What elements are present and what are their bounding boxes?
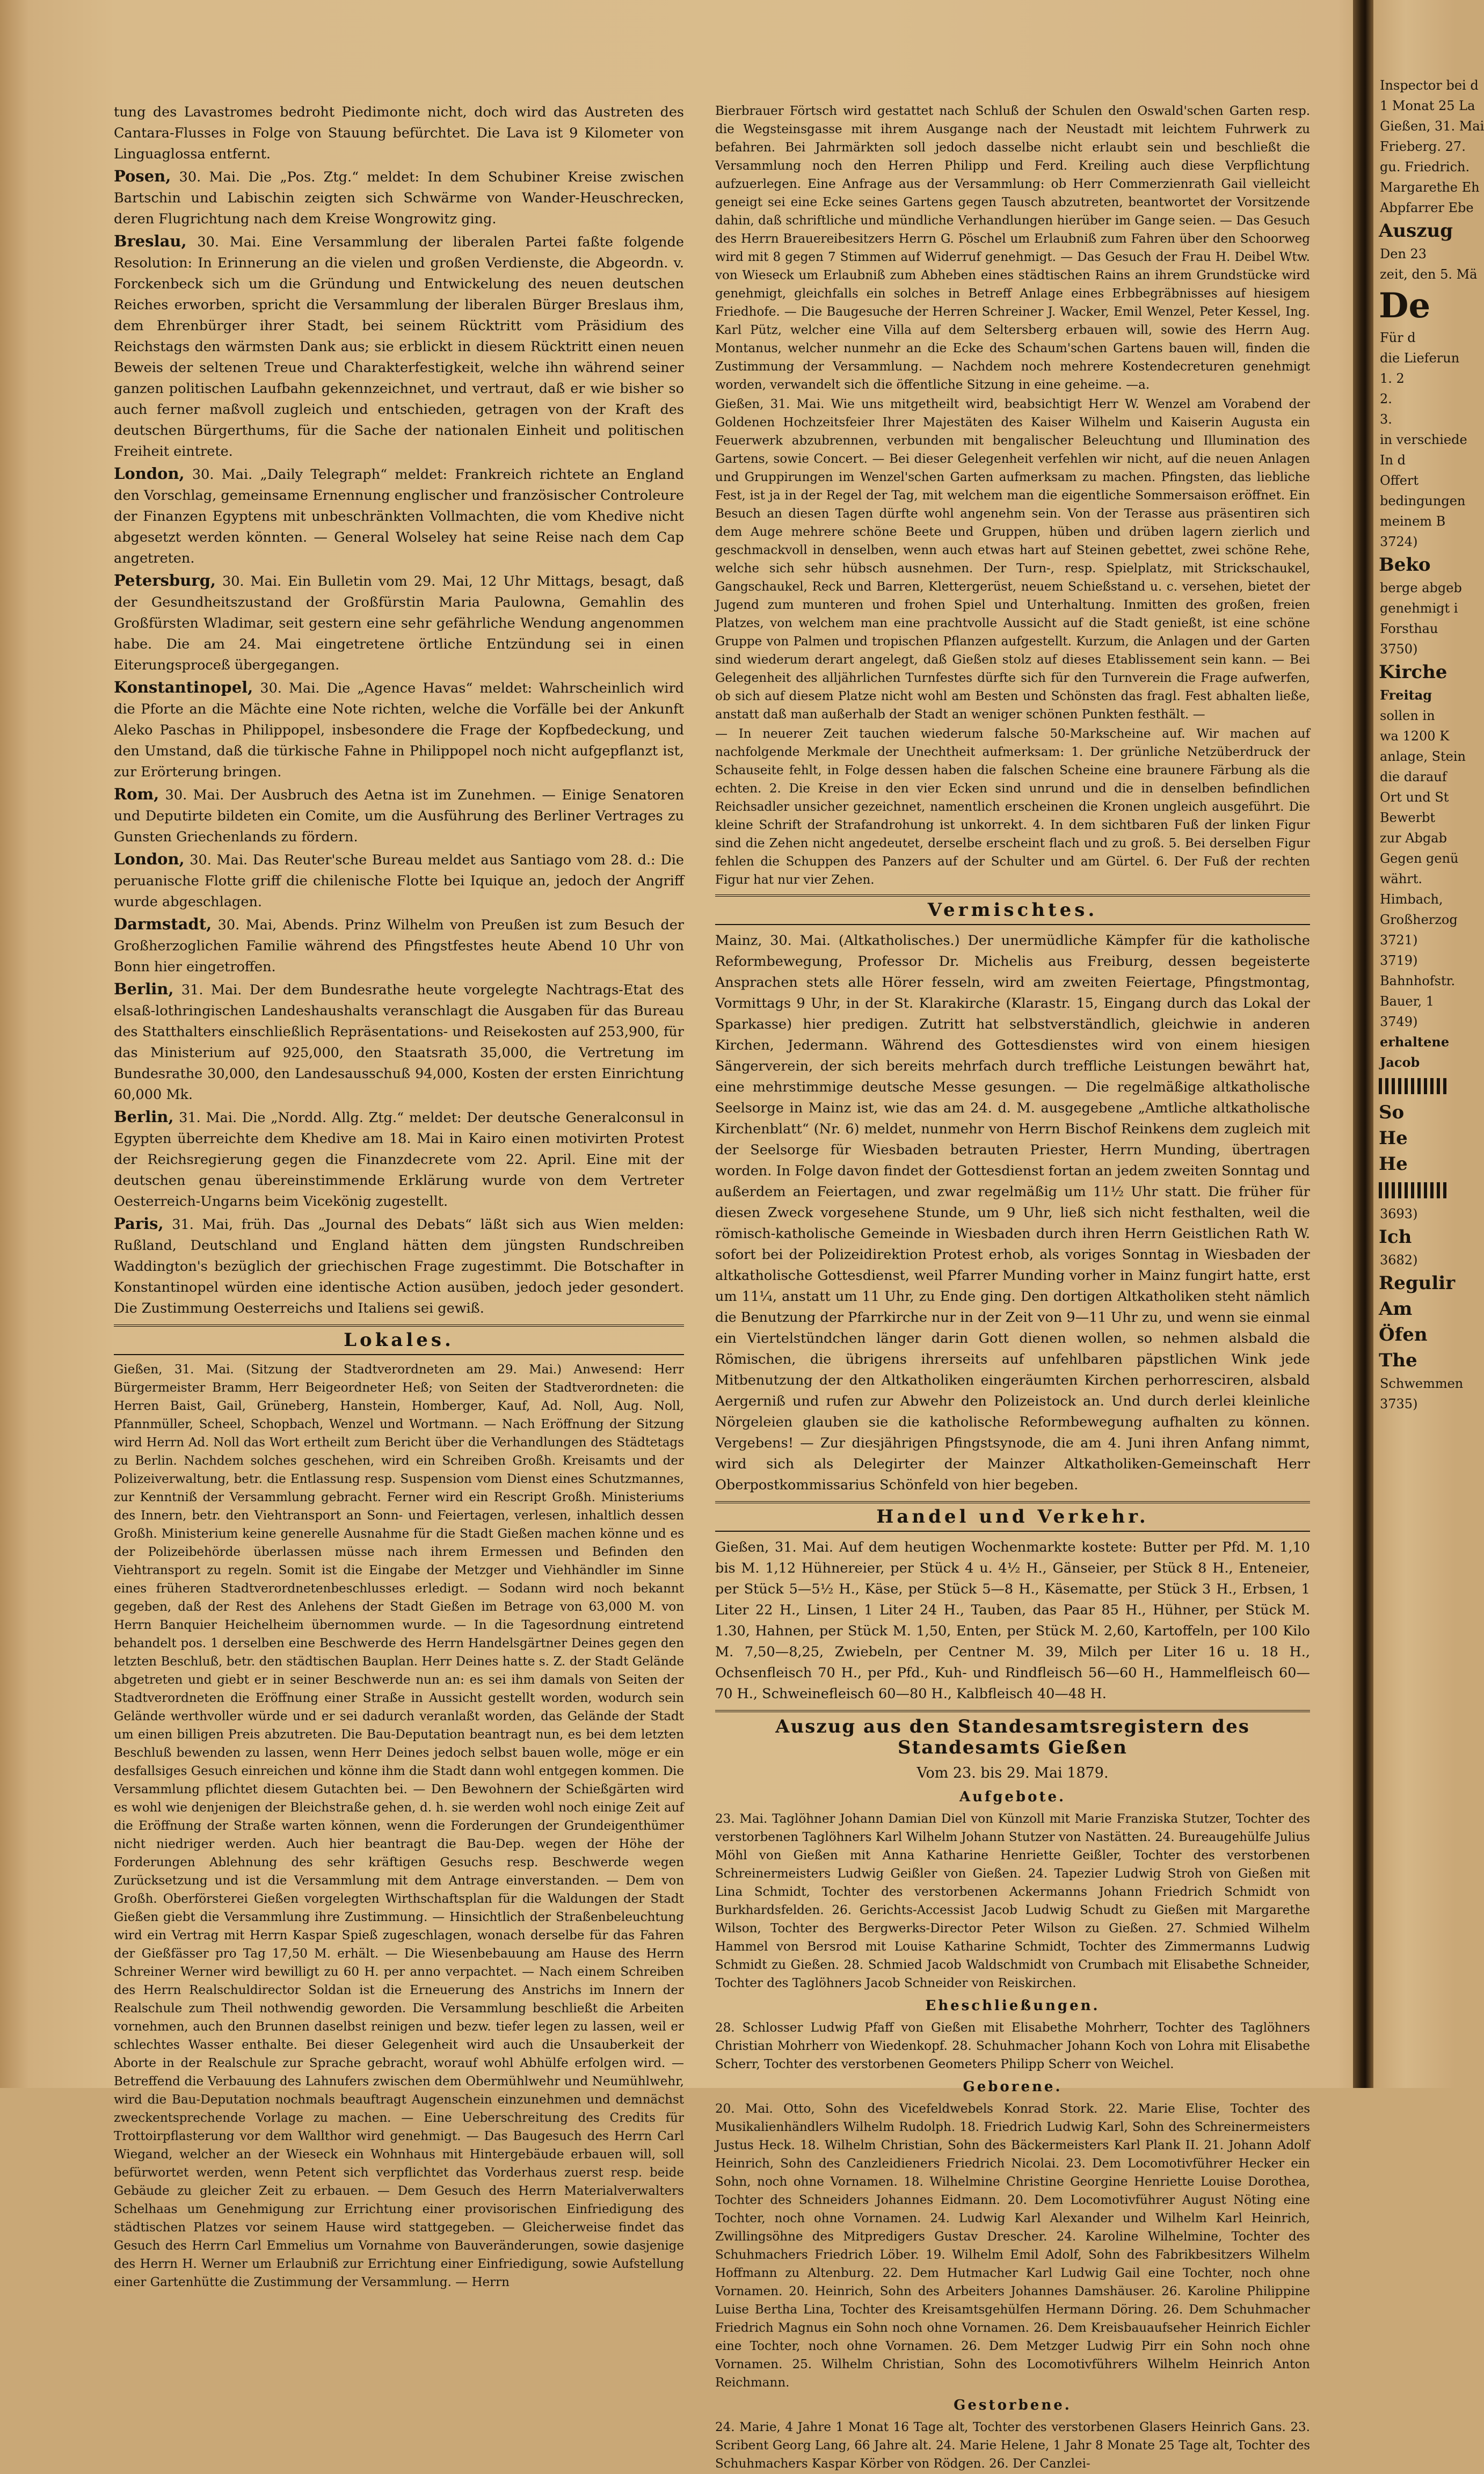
fragment: Himbach,	[1380, 892, 1443, 907]
article-darmstadt: Darmstadt, 30. Mai, Abends. Prinz Wilhelm von Preußen ist zum Besuch der Großherzoglichen Familie während des Pfingstfestes heute Abend 10 Uhr von Bonn hier eingetroffen.	[114, 915, 684, 975]
gestorbene-text: 24. Marie, 4 Jahre 1 Monat 16 Tage alt, Tochter des verstorbenen Glasers Heinrich Gans. 23. Scribent Georg Lang, 66 Jahre alt. 24. Marie Helene, 1 Jahr 8 Monate 25 Tage alt, Tochter des Schuhmachers Kaspar Körber von Rödgen. 26. Der Canzlei-	[715, 2420, 1310, 2471]
article-berlin-2: Berlin, 31. Mai. Die „Nordd. Allg. Ztg.“ meldet: Der deutsche Generalconsul in Egypten überreichte dem Khedive am 18. Mai in Kairo einen motivirten Protest der Reichsregierung gegen die Finanzdecrete vom 22. April. Eine mit der deutschen genau übereinstimmende Erklärung wurde von dem Vertreter Oesterreich-Ungarns beim Vicekönig zugestellt.	[114, 1108, 685, 1210]
fragment: Gegen genü	[1380, 851, 1459, 866]
fragment: anlage, Stein	[1380, 749, 1466, 764]
fragment: Ort und St	[1380, 790, 1449, 805]
eheschliessungen-heading: Eheschließungen.	[925, 1998, 1100, 2014]
eheschliessungen-text: 28. Schlosser Ludwig Pfaff von Gießen mit Elisabethe Mohrherr, Tochter des Taglöhners Christian Mohrherr von Wiedenkopf. 28. Schuhmacher Johann Koch von Lohra mit Elisabethe Scherr, Tochter des verstorbenen Geometers Philipp Scherr von Weichel.	[715, 2021, 1310, 2071]
fragment: währt.	[1380, 871, 1423, 886]
dateline: Petersburg,	[114, 571, 216, 590]
article-berlin-1: Berlin, 31. Mai. Der dem Bundesrathe heute vorgelegte Nachtrags-Etat des elsaß-lothringischen Landeshaushalts veranschlagt die Ausgaben für das Bureau des Statthalters einschließlich Repräsentations- und Reisekosten auf 253,900, für das Ministerium auf 925,000, den Staatsrath 35,000, die Vertretung im Bundesrathe 30,000, den Landesausschuß 94,000, Kosten der ersten Einrichtung 60,000 Mk.	[114, 980, 684, 1103]
fragment: Bewerbt	[1380, 810, 1436, 825]
vermischtes-heading: Vermischtes.	[715, 894, 1310, 925]
fragment: 1 Monat 25 La	[1380, 98, 1475, 113]
fragment: Bahnhofstr.	[1380, 973, 1456, 988]
fragment: bedingungen	[1380, 493, 1466, 508]
dateline: Darmstadt,	[114, 915, 212, 933]
standesamt-dates: Vom 23. bis 29. Mai 1879.	[916, 1765, 1109, 1781]
dateline: Paris,	[114, 1214, 164, 1233]
fragment: 3750)	[1380, 642, 1418, 657]
left-column	[114, 102, 684, 2293]
fragment: 3682)	[1380, 1253, 1418, 1268]
fragment: erhaltene	[1380, 1034, 1450, 1050]
vermischtes-text: Mainz, 30. Mai. (Altkatholisches.) Der unermüdliche Kämpfer für die katholische Reformbewegung, Professor Dr. Michelis aus Freiburg, dessen begeisterte Ansprachen stets alle Hörer fesseln, wird am zweiten Feiertage, Pfingstmontag, Vormittags 9 Uhr, in der St. Klarakirche (Klarastr. 15, Eingang durch das Lokal der Sparkasse) hier predigen. Zutritt hat selbstverständlich, gleichwie in anderen Kirchen, Jedermann. Während des Gottesdienstes wird von einem hiesigen Sängerverein, der sich bereits mehrfach durch treffliche Leistungen bewährt hat, eine mehrstimmige deutsche Messe gesungen. — Die regelmäßige altkatholische Seelsorge in Mainz ist, wie das am 24. d. M. ausgegebene „Amtliche altkatholische Kirchenblatt“ (Nr. 6) meldet, nunmehr von Herrn Bischof Reinkens dem zugleich mit der Seelsorge für Wiesbaden betrauten Priester, Herrn Munding, übertragen worden. In Folge davon findet der Gottesdienst fortan an jedem zweiten Sonntag und außerdem an Feiertagen, und zwar regelmäßig um 11½ Uhr statt. Die früher für diesen Zweck vorgesehene Stunde, um 9 Uhr, ließ sich nicht festhalten, weil die römisch-katholische Gemeinde in Wiesbaden durch ihren Herrn Geistlichen Rath W. sofort bei der Polizeidirektion Protest erhob, als voriges Sonntag in Wiesbaden der altkatholische Gottesdienst, weil Pfarrer Munding vorher in Mainz fungirt hatte, erst um 11¼, anstatt um 11 Uhr, zu Ende ging. Den dortigen Altkatholiken steht nämlich die Benutzung der Pfarrkirche nur in der Zeit von 9—11 Uhr zu, und wenn sie einmal ein Viertelstündchen länger darin Gott dienen wollen, so nehmen alsbald die Römischen, die übrigens ihrerseits auf unfehlbaren päpstlichen Wink jede Mitbenutzung der den Altkatholiken eingeräumten Kirchen perhorresciren, alsbald Aergerniß und rufen zur Abwehr den Polizeistock an. Und durch derlei kleinliche Nörgeleien glauben sie die katholische Reformbewegung aufhalten zu können. Vergebens! — Zur diesjährigen Pfingstsynode, die am 4. Juni ihren Anfang nimmt, wird sich als Delegirter der Mainzer Altkatholiken-Gemeinschaft Herr Oberpostkommissarius Schönfeld von hier begeben.	[715, 933, 1310, 1493]
fragment: zeit, den 5. Mä	[1380, 267, 1478, 282]
fragment: Regulir	[1379, 1272, 1456, 1294]
fragment: Beko	[1379, 554, 1431, 576]
fragment: Abpfarrer Ebe	[1380, 200, 1474, 215]
fragment: meinem B	[1380, 514, 1446, 529]
adjacent-page-strip	[1373, 0, 1484, 2088]
page-gutter	[1353, 0, 1373, 2088]
fragment: Bauer, 1	[1380, 994, 1434, 1009]
fragment: sollen in	[1380, 708, 1435, 723]
article-paris: Paris, 31. Mai, früh. Das „Journal des Debats“ läßt sich aus Wien melden: Rußland, Deutschland und England hätten dem jüngsten Rundschreiben Waddington's bezüglich der griechischen Frage zugestimmt. Die Botschafter in Konstantinopel würden eine identische Action ausüben, jedoch jeder gesondert. Die Zustimmung Oesterreichs und Italiens sei gewiß.	[114, 1214, 684, 1316]
article-wenzel-garten: Gießen, 31. Mai. Wie uns mitgetheilt wird, beabsichtigt Herr W. Wenzel am Vorabend der Goldenen Hochzeitsfeier Ihrer Majestäten des Kaiser Wilhelm und Kaiserin Augusta ein Feuerwerk abzubrennen, verbunden mit bengalischer Beleuchtung und Illumination des Gartens, sowie Concert. — Bei dieser Gelegenheit verfehlen wir nicht, auf die neuen Anlagen und Gruppirungen im Wenzel'schen Garten aufmerksam zu machen. Pfingsten, das liebliche Fest, ist ja in der Regel der Tag, mit welchem man die eigentliche Sommersaison eröffnet. Ein Besuch an diesen Tagen dürfte wohl angenehm sein. Von der Terasse aus präsentiren sich dem Auge mehrere schöne Beete und Gruppen, hüben und drüben lagern zierlich und geschmackvoll in denselben, wenn auch etwas hart auf Steinen gebettet, zwei schöne Rehe, welche sich sehr hübsch ausnehmen. Der Turn-, resp. Spielplatz, mit Strickschaukel, Gangschaukel, Reck und Barren, Klettergerüst, neuem Schießstand u. c. versehen, bietet der Jugend zum munteren und frohen Spiel und Unterhaltung. Inmitten des großen, freien Platzes, von welchem man eine prachtvolle Aussicht auf die Stadt genießt, ist eine schöne Gruppe von Palmen und tropischen Pflanzen aufgestellt. Kurzum, die Anlagen und der Garten sind wiederum derart angelegt, daß Gießen stolz auf dieses Etablissement sein kann. — Bei Gelegenheit des alljährlichen Turnfestes dürfte sich für den Turnverein die Frage aufwerfen, ob sich auf diesem Platze nicht wohl am Besten und Schönsten das fragl. Fest abhalten ließe, anstatt daß man außerhalb der Stadt an weniger schönen Punkten festhält. —	[715, 397, 1310, 722]
dateline: Berlin,	[114, 1108, 174, 1126]
fragment: zur Abgab	[1380, 831, 1447, 846]
fragment: 3749)	[1380, 1014, 1418, 1029]
fragment: Ich	[1379, 1226, 1412, 1248]
lokales-continued: Bierbrauer Förtsch wird gestattet nach Schluß der Schulen den Oswald'schen Garten resp. die Wegsteinsgasse mit ihrem Ausgange nach der Neustadt mit leichtem Fuhrwerk zu befahren. Bei Jahrmärkten soll jedoch dasselbe nicht erlaubt sein und beschließt die Versammlung noch den Herren Philipp und Ferd. Kreiling auch diese Verpflichtung aufzuerlegen. Eine Anfrage aus der Versammlung: ob Herr Commerzienrath Gail vielleicht geneigt sei eine Ecke seines Gartens gegen Tausch abzutreten, beantwortet der Vorsitzende dahin, daß schriftliche und mündliche Verhandlungen hierüber im Gange seien. — Das Gesuch des Herrn Brauereibesitzers Herrn G. Pöschel um Erlaubniß zum Fahren über den Schoorweg wird mit 8 gegen 7 Stimmen auf Widerruf genehmigt. — Das Gesuch der Frau H. Deibel Wtw. von Wieseck um Erlaubniß zum Abheben eines städtischen Rains an ihrem Grundstücke wird genehmigt, gleichfalls ein solches in Betreff Anlage eines Erbbegräbnisses auf hiesigem Friedhofe. — Die Baugesuche der Herren Schreiner J. Wacker, Emil Wenzel, Peter Kessel, Ing. Karl Pütz, welcher eine Villa auf dem Seltersberg erbauen will, sowie des Herrn Aug. Montanus, welcher nunmehr an die Ecke des Schaum'schen Gartens bauen will, finden die Zustimmung der Versammlung. — Nachdem noch mehrere Kostendecreturen genehmigt worden, verwandelt sich die öffentliche Sitzung in eine geheime. —a.	[715, 104, 1310, 392]
fragment: die Lieferun	[1380, 351, 1460, 366]
fragment: In d	[1380, 453, 1406, 468]
article-london-1: London, 30. Mai. „Daily Telegraph“ meldet: Frankreich richtete an England den Vorschlag, gemeinsame Ernennung englischer und französischer Controleure der Finanzen Egyptens mit unbeschränkten Vollmachten, die vom Khedive nicht abgesetzt werden könnten. — General Wolseley hat seine Reise nach dem Cap angetreten.	[114, 464, 684, 566]
fragment: genehmigt i	[1380, 601, 1458, 616]
article-petersburg: Petersburg, 30. Mai. Ein Bulletin vom 29. Mai, 12 Uhr Mittags, besagt, daß der Gesundheitszustand der Großfürstin Maria Paulowna, Gemahlin des Großfürsten Wladimar, seit gestern eine sehr gefährliche Wendung angenommen habe. Die am 24. Mai eingetretene örtliche Entzündung sei in einen Eiterungsproceß übergegangen.	[114, 571, 684, 673]
dateline: Rom,	[114, 785, 159, 803]
handel-text: Gießen, 31. Mai. Auf dem heutigen Wochenmarkte kostete: Butter per Pfd. M. 1,10 bis M. 1,12 Hühnereier, per Stück 4 u. 4½ H., Gänseier, per Stück 8 H., Enteneier, per Stück 5—5½ H., Käse, per Stück 5—8 H., Käsematte, per Stück 3 H., Erbsen, 1 Liter 22 H., Linsen, 1 Liter 24 H., Tauben, das Paar 85 H., Hühner, per Stück M. 1.30, Hahnen, per Stück M. 1,50, Enten, per Stück M. 2,60, Kartoffeln, per 100 Kilo M. 7,50—8,25, Zwiebeln, per Centner M. 39, Milch per Liter 16 u. 18 H., Ochsenfleisch 70 H., per Pfd., Kuh- und Rindfleisch 56—60 H., Hammelfleisch 60—70 H., Schweinefleisch 60—80 H., Kalbfleisch 40—48 H.	[715, 1539, 1310, 1702]
dateline: Posen,	[114, 167, 171, 185]
standesamt-heading: Auszug aus den Standesamtsregistern des Standesamts Gießen	[715, 1710, 1310, 1759]
fragment: Großherzog	[1380, 912, 1458, 927]
fragment: berge abgeb	[1380, 580, 1462, 595]
article-lava: tung des Lavastromes bedroht Piedimonte nicht, doch wird das Austreten des Cantara-Flusses in Folge von Stauung befürchtet. Die Lava ist 9 Kilometer von Linguaglossa entfernt.	[114, 104, 684, 162]
dateline: London,	[114, 850, 185, 868]
fragment: Jacob	[1380, 1054, 1420, 1070]
fragment: Kirche	[1379, 661, 1447, 683]
aufgebote-text: 23. Mai. Taglöhner Johann Damian Diel von Künzoll mit Marie Franziska Stutzer, Tochter des verstorbenen Taglöhners Karl Wilhelm Johann Stutzer von Nastätten. 24. Bureaugehülfe Julius Möhl von Gießen mit Anna Katharine Henriette Geißler, Tochter des verstorbenen Schreinermeisters Ludwig Geißler von Gießen. 24. Tapezier Ludwig Stroh von Gießen mit Lina Schmidt, Tochter des verstorbenen Ackermanns Johann Friedrich Schmidt von Burkhardsfelden. 26. Gerichts-Accessist Jacob Ludwig Schudt zu Gießen mit Margarethe Wilson, Tochter des Bergwerks-Director Peter Wilson zu Gießen. 27. Schmied Wilhelm Hammel von Bersrod mit Louise Katharine Schmidt, Tochter des Zimmermanns Ludwig Schmidt zu Gießen. 28. Schmied Jacob Waldschmidt von Crumbach mit Elisabethe Schneider, Tochter des Taglöhners Jacob Schneider von Reiskirchen.	[715, 1812, 1310, 1990]
article-posen: Posen, 30. Mai. Die „Pos. Ztg.“ meldet: In dem Schubiner Kreise zwischen Bartschin und Labischin zeigten sich Schwärme von Wander-Heuschrecken, deren Flugrichtung nach dem Kreise Wongrowitz ging.	[114, 167, 684, 227]
dateline: Konstantinopel,	[114, 678, 253, 696]
article-falsche-scheine: — In neuerer Zeit tauchen wiederum falsche 50-Markscheine auf. Wir machen auf nachfolgende Merkmale der Unechtheit aufmerksam: 1. Der grünliche Netzüberdruck der Schauseite fehlt, in Folge dessen haben die falschen Scheine eine braunere Färbung als die echten. 2. Die Kreise in den vier Ecken sind unrund und die in denselben befindlichen Reichsadler unsicher gezeichnet, namentlich erscheinen die Kronen ungleich ausgeführt. Die kleine Schrift der Strafandrohung ist unkorrekt. 4. In dem sichtbaren Fuß der linken Figur sind die Zehen nicht angedeutet, derselbe erscheint flach und zu groß. 5. Bei derselben Figur fehlen die Schuppen des Panzers auf der Schulter und am Gürtel. 6. Der Fuß der rechten Figur hat nur vier Zehen.	[715, 727, 1310, 887]
fragment: Schwemmen	[1380, 1376, 1464, 1391]
fragment: He	[1379, 1153, 1408, 1175]
dateline: London,	[114, 464, 185, 483]
geborene-heading: Geborene.	[963, 2079, 1063, 2095]
lokales-heading: Lokales.	[114, 1325, 684, 1355]
fragment: 3721)	[1380, 933, 1418, 948]
fragment: wa 1200 K	[1380, 729, 1450, 744]
dateline: Berlin,	[114, 980, 174, 998]
fragment: Freitag	[1380, 687, 1432, 703]
fragment: 3719)	[1380, 953, 1418, 968]
fragment: Für d	[1380, 330, 1416, 345]
fragment: Auszug	[1379, 220, 1453, 242]
fragment: Forsthau	[1380, 621, 1438, 636]
fragment: The	[1379, 1350, 1417, 1371]
lokales-text: Gießen, 31. Mai. (Sitzung der Stadtverordneten am 29. Mai.) Anwesend: Herr Bürgermeister Bramm, Herr Beigeordneter Heß; von Seiten der Stadtverordneten: die Herren Baist, Gail, Grüneberg, Hanstein, Homberger, Kauf, Ad. Noll, Aug. Noll, Pfannmüller, Scheel, Schopbach, Wenzel und Wortmann. — Nach Eröffnung der Sitzung wird Herrn Ad. Noll das Wort ertheilt zum Bericht über die Verhandlungen des Städtetags zu Berlin. Nachdem solches geschehen, wird ein Schreiben Großh. Kreisamts und der Polizeiverwaltung, betr. die Entlassung resp. Suspension vom Dienst eines Schutzmannes, zur Kenntniß der Versammlung gebracht. Ferner wird ein Rescript Großh. Ministeriums des Innern, betr. den Viehtransport an Sonn- und Feiertagen, verlesen, inhaltlich dessen Großh. Ministerium keine generelle Ausnahme für die Stadt Gießen machen könne und es der Polizeibehörde überlassen müsse nach ihrem Ermessen und Befinden den Viehtransport zu regeln. Somit ist die Eingabe der Metzger und Viehhändler im Sinne eines früheren Stadtverordnetenbeschlusses erledigt. — Sodann wird noch bekannt gegeben, daß der Rest des Anlehens der Stadt Gießen im Betrage von 63,000 M. von Herrn Banquier Heichelheim übernommen wurde. — In die Tagesordnung eintretend behandelt pos. 1 derselben eine Beschwerde des Herrn Handelsgärtner Deines gegen den letzten Beschluß, betr. den städtischen Bauplan. Herr Deines hatte s. Z. der Stadt Gelände abgetreten und giebt er in seiner Beschwerde nun an: es sei ihm damals von Seiten der Stadtverordneten die Eröffnung einer Straße in Aussicht gestellt worden, wodurch sein Gelände werthvoller würde und er sei dadurch veranlaßt worden, das Gelände der Stadt um einen billigen Preis abzutreten. Die Bau-Deputation beantragt nun, es bei dem letzten Beschluß bewenden zu lassen, wenn Herr Deines jedoch selbst bauen wolle, möge er ein desfallsiges Gesuch einreichen und könne ihm die Stadt dann wohl entgegen kommen. Die Versammlung pflichtet diesem Gutachten bei. — Den Bewohnern der Schießgärten wird es wohl wie denjenigen der Bleichstraße gehen, d. h. sie werden wohl noch einige Zeit auf die Eröffnung der Straße warten können, wenn die Forderungen der Grundeigenthümer nicht niedriger werden. Auch hier beantragt die Bau-Dep. wegen der Höhe der Forderungen Ablehnung des sehr kräftigen Gesuchs resp. Beschwerde wegen Zurücksetzung und ist die Versammlung mit dem Antrage einverstanden. — Dem von Großh. Oberförsterei Gießen vorgelegten Wirthschaftsplan für die Waldungen der Stadt Gießen giebt die Versammlung ihre Zustimmung. — Hinsichtlich der Straßenbeleuchtung wird ein Vertrag mit Herrn Kaspar Spieß zugeschlagen, wonach derselbe für das Fahren der Gießfässer pro Tag 17,50 M. erhält. — Die Wiesenbebauung am Hause des Herrn Schreiner Werner wird bewilligt zu 60 H. per anno verpachtet. — Nach einem Schreiben des Herrn Realschuldirector Soldan ist die Erneuerung des Anstrichs im Innern der Realschule zum Theil nothwendig geworden. Die Versammlung beschließt die Arbeiten vornehmen, auch den Brunnen daselbst reinigen und bezw. tiefer legen zu lassen, weil er schlechtes Wasser enthalte. Bei dieser Gelegenheit wird auch die Unsauberkeit der Aborte in der Realschule zur Sprache gebracht, worauf wohl Abhülfe erfolgen wird. — Betreffend die Verbauung des Lahnufers zwischen dem Obermühlwehr und Neumühlwehr, wird die Bau-Deputation nochmals beauftragt Augenschein einzunehmen und demnächst zweckentsprechende Vorlage zu machen. — Eine Ueberschreitung des Credits für Trottoirpflasterung vor dem Wallthor wird genehmigt. — Das Baugesuch des Herrn Carl Wiegand, welcher an der Wieseck ein Wohnhaus mit Hintergebäude erbauen will, soll befürwortet werden, wenn Petent sich verpflichtet das Vorderhaus zuerst resp. beide Gebäude zu gleicher Zeit zu erbauen. — Dem Gesuch des Herrn Materialverwalters Schelhaas um Genehmigung zur Errichtung einer provisorischen Einfriedigung des städtischen Platzes vor seinem Hause wird stattgegeben. — Gleicherweise findet das Gesuch des Herrn Carl Emmelius um Vornahme von Bauveränderungen, sowie dasjenige des Herrn H. Werner um Erlaubniß zur Errichtung einer Einfriedigung, sowie Aufstellung einer Gartenhütte die Zustimmung der Versammlung. — Herrn	[114, 1363, 684, 2289]
fragment: Am	[1379, 1298, 1413, 1320]
fragment: Frieberg. 27.	[1380, 139, 1466, 154]
fragment: De	[1379, 286, 1431, 326]
fragment: gu. Friedrich.	[1380, 159, 1470, 174]
fragment: So	[1379, 1102, 1405, 1123]
dateline: Breslau,	[114, 232, 187, 250]
fragment: 1. 2	[1380, 371, 1405, 386]
fragment: 3693)	[1380, 1206, 1418, 1221]
article-london-2: London, 30. Mai. Das Reuter'sche Bureau meldet aus Santiago vom 28. d.: Die peruanische Flotte griff die chilenische Flotte bei Iquique an, jedoch der Angriff wurde abgeschlagen.	[114, 850, 685, 910]
article-breslau: Breslau, 30. Mai. Eine Versammlung der liberalen Partei faßte folgende Resolution: In Erinnerung an die vielen und großen Verdienste, die Abgeordn. v. Forckenbeck sich um die Gründung und Entwickelung des neuen deutschen Reiches erworben, spricht die Versammlung der liberalen Bürger Breslaus ihm, dem Ehrenbürger ihrer Stadt, bei seinem Rücktritt vom Präsidium des Reichstags den wärmsten Dank aus; sie erblickt in diesem Rücktritt einen neuen Beweis der seltenen Treue und Charakterfestigkeit, welche ihn während seiner ganzen politischen Laufbahn gekennzeichnet, und vertraut, daß er wie bisher so auch ferner maßvoll zugleich und entschieden, getragen von der Kraft des deutschen Bürgerthums, für die Sache der nationalen Einheit und politischen Freiheit eintrete.	[114, 232, 685, 460]
aufgebote-heading: Aufgebote.	[959, 1789, 1066, 1805]
fragment: Den 23	[1380, 246, 1427, 261]
fragment: die darauf	[1380, 769, 1447, 784]
article-rom: Rom, 30. Mai. Der Ausbruch des Aetna ist im Zunehmen. — Einige Senatoren und Deputirte bildeten ein Comite, um die Ausführung des Berliner Vertrages zu Gunsten Griechenlands zu fördern.	[114, 785, 684, 845]
middle-column	[715, 102, 1310, 2474]
ornamental-border	[1379, 1078, 1449, 1094]
fragment: 2.	[1380, 391, 1392, 406]
fragment: Gießen, 31. Mai	[1380, 119, 1484, 134]
fragment: Öfen	[1379, 1324, 1428, 1345]
fragment: Inspector bei d	[1380, 78, 1479, 93]
fragment: 3724)	[1380, 534, 1418, 549]
fragment: Offert	[1380, 473, 1419, 488]
fragment: 3735)	[1380, 1396, 1418, 1411]
geborene-text: 20. Mai. Otto, Sohn des Vicefeldwebels Konrad Stork. 22. Marie Elise, Tochter des Musikalienhändlers Wilhelm Rudolph. 18. Friedrich Ludwig Karl, Sohn des Schreinermeisters Justus Heck. 18. Wilhelm Christian, Sohn des Bäckermeisters Karl Plank II. 21. Johann Adolf Heinrich, Sohn des Canzleidieners Friedrich Nicolai. 23. Dem Locomotivführer Hecker ein Sohn, noch ohne Vornamen. 18. Wilhelmine Christine Georgine Henriette Louise Dorothea, Tochter des Schneiders Johannes Eidmann. 20. Dem Locomotivführer August Nöting eine Tochter, noch ohne Vornamen. 24. Ludwig Karl Alexander und Wilhelm Karl Heinrich, Zwillingsöhne des Mitpredigers Gustav Drescher. 24. Karoline Wilhelmine, Tochter des Schuhmachers Friedrich Löber. 19. Wilhelm Emil Adolf, Sohn des Fabrikbesitzers Wilhelm Hoffmann zu Altenburg. 22. Dem Hutmacher Karl Ludwig Gail eine Tochter, noch ohne Vornamen. 20. Heinrich, Sohn des Arbeiters Johannes Damshäuser. 26. Karoline Philippine Luise Bertha Lina, Tochter des Kreisamtsgehülfen Hermann Döring. 26. Dem Schuhmacher Friedrich Magnus ein Sohn noch ohne Vornamen. 26. Dem Kreisbauaufseher Heinrich Eichler eine Tochter, noch ohne Vornamen. 26. Dem Metzger Ludwig Pirr ein Sohn noch ohne Vornamen. 25. Wilhelm Christian, Sohn des Locomotivführers Wilhelm Heinrich Anton Reichmann.	[715, 2102, 1310, 2390]
fragment: in verschiede	[1380, 432, 1467, 447]
gestorbene-heading: Gestorbene.	[954, 2397, 1072, 2413]
handel-heading: Handel und Verkehr.	[715, 1501, 1310, 1532]
fragment: 3.	[1380, 412, 1392, 427]
fragment: Margarethe Eh	[1380, 180, 1480, 195]
ornamental-border	[1379, 1182, 1449, 1198]
fragment: He	[1379, 1127, 1408, 1149]
article-konstantinopel: Konstantinopel, 30. Mai. Die „Agence Havas“ meldet: Wahrscheinlich wird die Pforte an die Mächte eine Note richten, welche die Vorfälle bei der Ankunft Aleko Paschas in Philippopel, insbesondere die Frage der Kopfbedeckung, und den Umstand, daß die türkische Fahne in Philippopel noch nicht aufgepflanzt ist, zur Erörterung bringen.	[114, 678, 685, 780]
